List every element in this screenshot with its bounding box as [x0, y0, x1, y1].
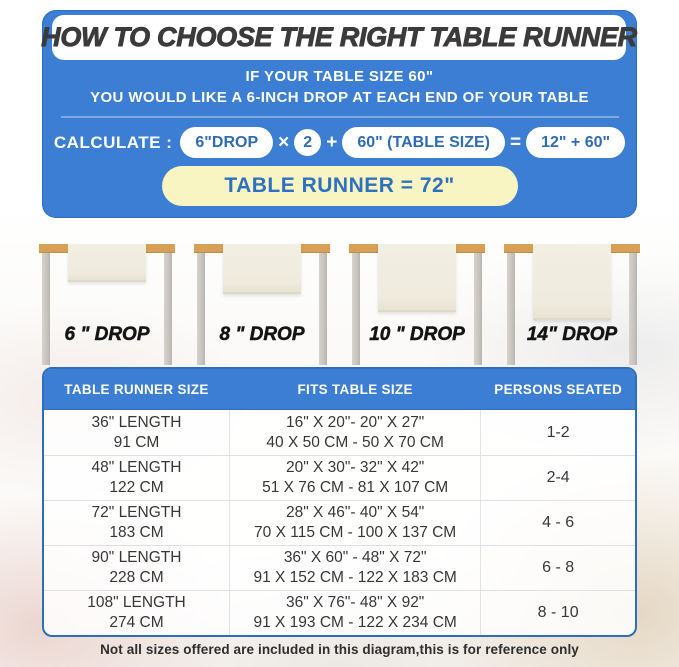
table-figure-14-drop	[504, 244, 640, 365]
size-table-panel	[42, 367, 637, 637]
table-row	[44, 545, 635, 590]
table-figure-8-drop	[194, 244, 330, 365]
table-row	[44, 410, 635, 455]
drop-illustrations	[0, 218, 679, 367]
fits-table-cell: 16" X 20"- 20" X 27" 40 X 50 CM - 50 X 70 CM	[229, 410, 481, 455]
runner-size-cell: 48" LENGTH 122 CM	[91, 459, 182, 496]
header-panel	[42, 10, 637, 218]
multiply-sign: ×	[278, 131, 290, 153]
runner-drape	[533, 244, 611, 320]
drop-label: 8 " DROP	[219, 324, 305, 345]
drop-pill: 6"DROP	[180, 127, 273, 158]
divider-line	[61, 116, 619, 118]
page-title: HOW TO CHOOSE THE RIGHT TABLE RUNNER	[41, 22, 637, 52]
column-header-runner-size: TABLE RUNNER SIZE	[64, 381, 209, 397]
fits-table-cell: 36" X 60" - 48" X 72" 91 X 152 CM - 122 X 183 CM	[229, 546, 481, 590]
drop-label: 10 " DROP	[369, 324, 465, 345]
persons-cell: 4 - 6	[542, 514, 575, 531]
size-table-header	[44, 369, 635, 410]
multiplier-badge: 2	[294, 129, 321, 156]
calculate-label: CALCULATE :	[53, 132, 173, 152]
runner-size-cell: 72" LENGTH 183 CM	[91, 504, 182, 541]
drop-label: 14" DROP	[526, 324, 618, 345]
runner-drape	[223, 244, 301, 294]
runner-drape	[68, 244, 146, 282]
drop-label: 6 " DROP	[64, 324, 150, 345]
persons-cell: 6 - 8	[542, 559, 575, 576]
formula-row	[42, 127, 637, 158]
table-row	[44, 455, 635, 500]
intro-line-1: IF YOUR TABLE SIZE 60"	[245, 68, 434, 85]
title-banner	[41, 15, 637, 60]
runner-size-cell: 36" LENGTH 91 CM	[91, 413, 182, 451]
table-leg	[352, 252, 360, 365]
table-leg	[42, 252, 50, 365]
persons-cell: 1-2	[546, 423, 570, 441]
fits-table-cell: 28" X 46"- 40" X 54" 70 X 115 CM - 100 X 137 CM	[229, 501, 481, 545]
table-leg	[507, 252, 515, 365]
column-header-fits-table: FITS TABLE SIZE	[297, 381, 413, 397]
fits-table-cell: 20" X 30"- 32" X 42" 51 X 76 CM - 81 X 107 CM	[229, 456, 481, 500]
persons-cell: 2-4	[546, 469, 570, 486]
table-leg	[474, 252, 482, 365]
fits-table-cell: 36" X 76"- 48" X 92" 91 X 193 CM - 122 X 234 CM	[229, 591, 481, 635]
size-table-body	[44, 410, 635, 635]
equals-sign: =	[509, 131, 522, 153]
table-figure-10-drop	[349, 244, 485, 365]
runner-result-pill: TABLE RUNNER = 72"	[162, 166, 518, 206]
disclaimer-note: Not all sizes offered are included in this diagram,this is for reference only	[100, 642, 579, 657]
plus-sign: +	[326, 131, 338, 153]
table-leg	[197, 252, 205, 365]
table-row	[44, 500, 635, 545]
table-size-pill: 60" (TABLE SIZE)	[342, 127, 505, 158]
table-leg	[629, 252, 637, 365]
intro-line-2: YOU WOULD LIKE A 6-INCH DROP AT EACH END OF YOUR TABLE	[90, 89, 589, 106]
runner-size-cell: 90" LENGTH 228 CM	[91, 549, 182, 586]
table-row	[44, 590, 635, 635]
sum-pill: 12" + 60"	[526, 127, 625, 158]
table-figure-6-drop	[39, 244, 175, 365]
runner-drape	[378, 244, 456, 312]
persons-cell: 8 - 10	[537, 604, 579, 621]
table-leg	[319, 252, 327, 365]
column-header-persons: PERSONS SEATED	[494, 381, 622, 397]
runner-size-cell: 108" LENGTH 274 CM	[87, 594, 186, 631]
table-leg	[164, 252, 172, 365]
